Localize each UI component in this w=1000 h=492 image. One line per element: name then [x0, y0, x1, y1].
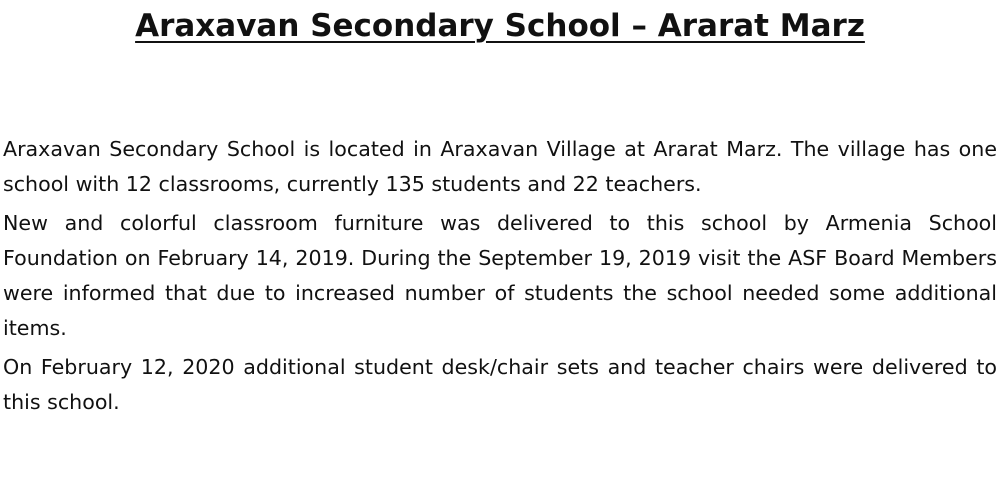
paragraph-furniture-delivery: New and colorful classroom furniture was delivered to this school by Armenia School Foundation on February 14, 2019. During the September 19, 2019 visit the ASF Board Members were informed that due to increased number of students the school needed some additional items.: [3, 211, 997, 340]
paragraph-additional-delivery: On February 12, 2020 additional student desk/chair sets and teacher chairs were delivered to this school.: [3, 355, 997, 414]
page-title: Araxavan Secondary School – Ararat Marz: [135, 8, 865, 44]
document-body: [3, 132, 997, 420]
paragraph-location: Araxavan Secondary School is located in Araxavan Village at Ararat Marz. The village has one school with 12 classrooms, currently 135 students and 22 teachers.: [3, 137, 997, 196]
